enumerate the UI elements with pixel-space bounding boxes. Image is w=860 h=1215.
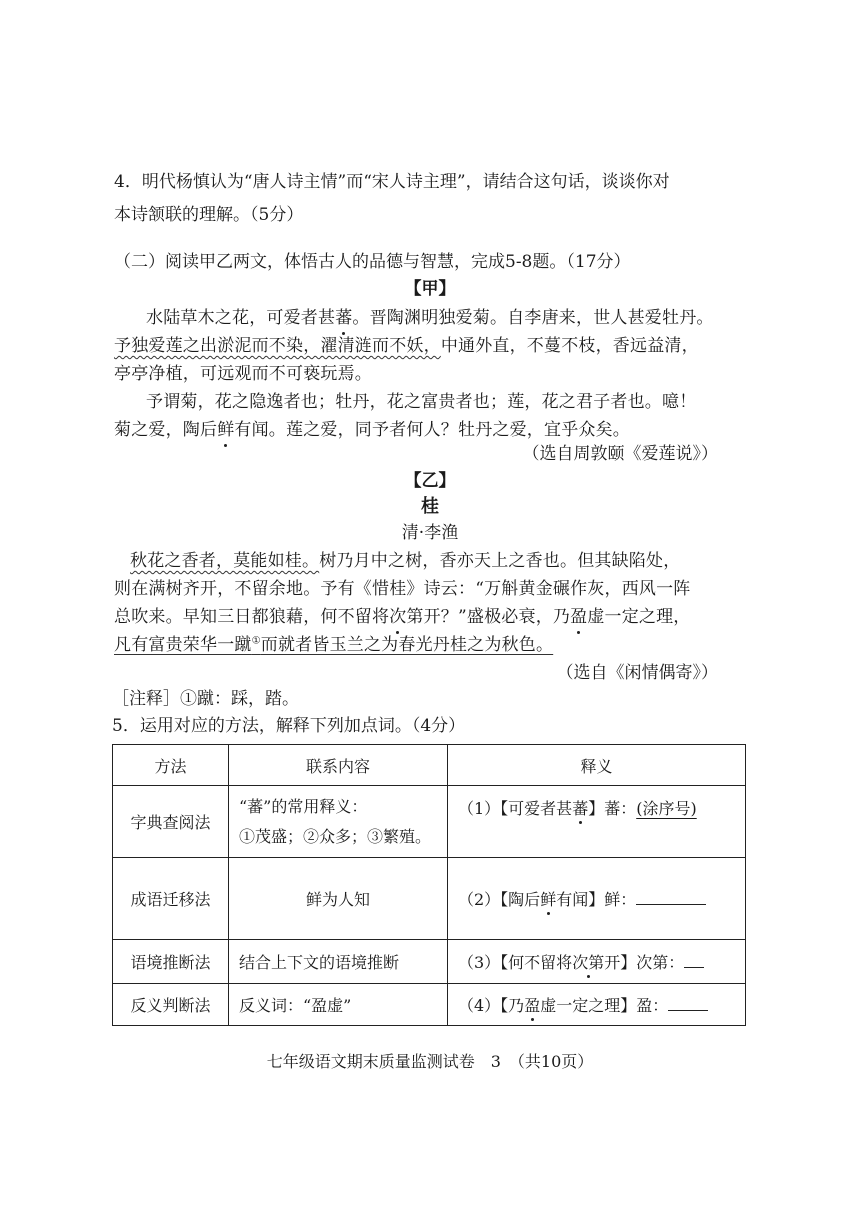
q5-heading: 5．运用对应的方法，解释下列加点词。（4分）: [112, 716, 466, 736]
answer-blank[interactable]: [636, 888, 706, 905]
yi-label: 【乙】: [404, 471, 456, 491]
table-row: [113, 786, 746, 858]
content-line: ①茂盛；②众多；③繁殖。: [239, 826, 432, 846]
jia-p2-line1: 予谓菊，花之隐逸者也；牡丹，花之富贵者也；莲，花之君子者也。噫！: [146, 392, 697, 412]
dotted-word: 次: [389, 607, 407, 627]
definition-text: （1）【可爱者甚: [458, 799, 573, 818]
dotted-word: 蕃: [572, 796, 588, 819]
jia-text: 水陆草木之花，可爱者甚: [146, 308, 336, 328]
table-header-row: [113, 745, 746, 786]
underlined-sentence: 而就者皆玉兰之为春光丹桂之为秋色。: [260, 635, 554, 655]
jia-p1-line3: 亭亭净植，可远观而不可亵玩焉。: [114, 364, 372, 384]
method-cell: 成语迁移法: [113, 858, 229, 940]
footnote-marker: ①: [251, 635, 261, 647]
jia-text: 中通外直，不蔓不枝，香远益清，: [440, 336, 699, 356]
section2-heading: （二）阅读甲乙两文，体悟古人的品德与智慧，完成5-8题。（17分）: [114, 252, 631, 272]
content-cell: [229, 786, 448, 858]
table-row: [113, 940, 746, 984]
jia-p1-line1: [146, 306, 714, 330]
content-cell: 结合上下文的语境推断: [229, 940, 448, 984]
underlined-sentence: 凡有富贵荣华一蹴: [114, 635, 252, 655]
table-row: [113, 858, 746, 940]
table-row: [113, 984, 746, 1026]
yi-text: 树乃月中之树，香亦天上之香也。但其缺陷处，: [319, 551, 681, 571]
answer-blank[interactable]: [668, 994, 708, 1011]
yi-text: 第开？”盛极必衰，乃: [406, 607, 571, 627]
dotted-word: 蕃: [335, 308, 353, 328]
methods-table: [112, 744, 746, 1026]
dotted-word: 盈: [524, 993, 540, 1016]
jia-text: 。晋陶渊明独爱菊。自李唐来，世人甚爱牡丹。: [352, 308, 714, 328]
answer-blank[interactable]: [684, 951, 704, 968]
content-cell: 鲜为人知: [229, 858, 448, 940]
q4-line1: 4．明代杨慎认为“唐人诗主情”而“宋人诗主理”，请结合这句话，谈谈你对: [114, 172, 670, 192]
yi-line2: 则在满树齐开，不留余地。予有《惜桂》诗云：“万斛黄金碾作灰，西风一阵: [114, 579, 691, 599]
yi-author: 清·李渔: [401, 523, 459, 543]
dotted-word: 鲜: [217, 420, 235, 440]
page-footer: 七年级语文期末质量监测试卷 3 （共10页）: [266, 1052, 594, 1071]
definition-text: （2）【陶后: [458, 890, 541, 909]
yi-text: 虚一定之理，: [587, 607, 691, 627]
yi-line1: [130, 549, 680, 573]
jia-text: 有闻。莲之爱，同予者何人？牡丹之爱，宜乎众矣。: [234, 420, 631, 440]
jia-p2-line2: [114, 418, 630, 442]
definition-text: 】蕃：: [588, 799, 637, 818]
dotted-word: 次第: [572, 950, 604, 973]
jia-label: 【甲】: [404, 279, 456, 299]
wavy-underlined-sentence: 秋花之香者，莫能如桂。: [130, 551, 320, 571]
content-cell: 反义词：“盈虚”: [229, 984, 448, 1026]
definition-cell: [448, 786, 746, 858]
table-header: 联系内容: [229, 745, 448, 786]
table-header: 释义: [448, 745, 746, 786]
yi-title: 桂: [421, 496, 439, 517]
table-header: 方法: [113, 745, 229, 786]
definition-text: 开】次第：: [604, 953, 685, 972]
answer-blank[interactable]: (涂序号): [636, 799, 697, 818]
jia-text: 菊之爱，陶后: [114, 420, 218, 440]
annotation-note: ［注释］①蹴：踩，踏。: [112, 689, 299, 709]
definition-text: （3）【何不留将: [458, 953, 573, 972]
yi-text: 总吹来。早知三日都狼藉，何不留将: [114, 607, 390, 627]
dotted-word: 鲜: [540, 887, 556, 910]
definition-text: 有闻】鲜：: [556, 890, 637, 909]
method-cell: 反义判断法: [113, 984, 229, 1026]
q4-line2: 本诗颔联的理解。（5分）: [114, 205, 304, 225]
definition-cell: [448, 858, 746, 940]
method-cell: 语境推断法: [113, 940, 229, 984]
jia-source: （选自周敦颐《爱莲说》）: [522, 444, 718, 464]
definition-cell: [448, 984, 746, 1026]
yi-line4: [114, 633, 553, 657]
method-cell: 字典查阅法: [113, 786, 229, 858]
dotted-word: 盈: [570, 607, 588, 627]
definition-text: 虚一定之理】盈：: [540, 996, 669, 1015]
wavy-underlined-sentence: 予独爱莲之出淤泥而不染，濯清涟而不妖，: [114, 336, 441, 356]
yi-source: （选自《闲情偶寄》）: [556, 663, 718, 683]
definition-cell: [448, 940, 746, 984]
content-line: “蕃”的常用释义：: [239, 796, 368, 816]
definition-text: （4）【乃: [458, 996, 525, 1015]
yi-line3: [114, 605, 691, 629]
jia-p1-line2: [114, 334, 699, 358]
